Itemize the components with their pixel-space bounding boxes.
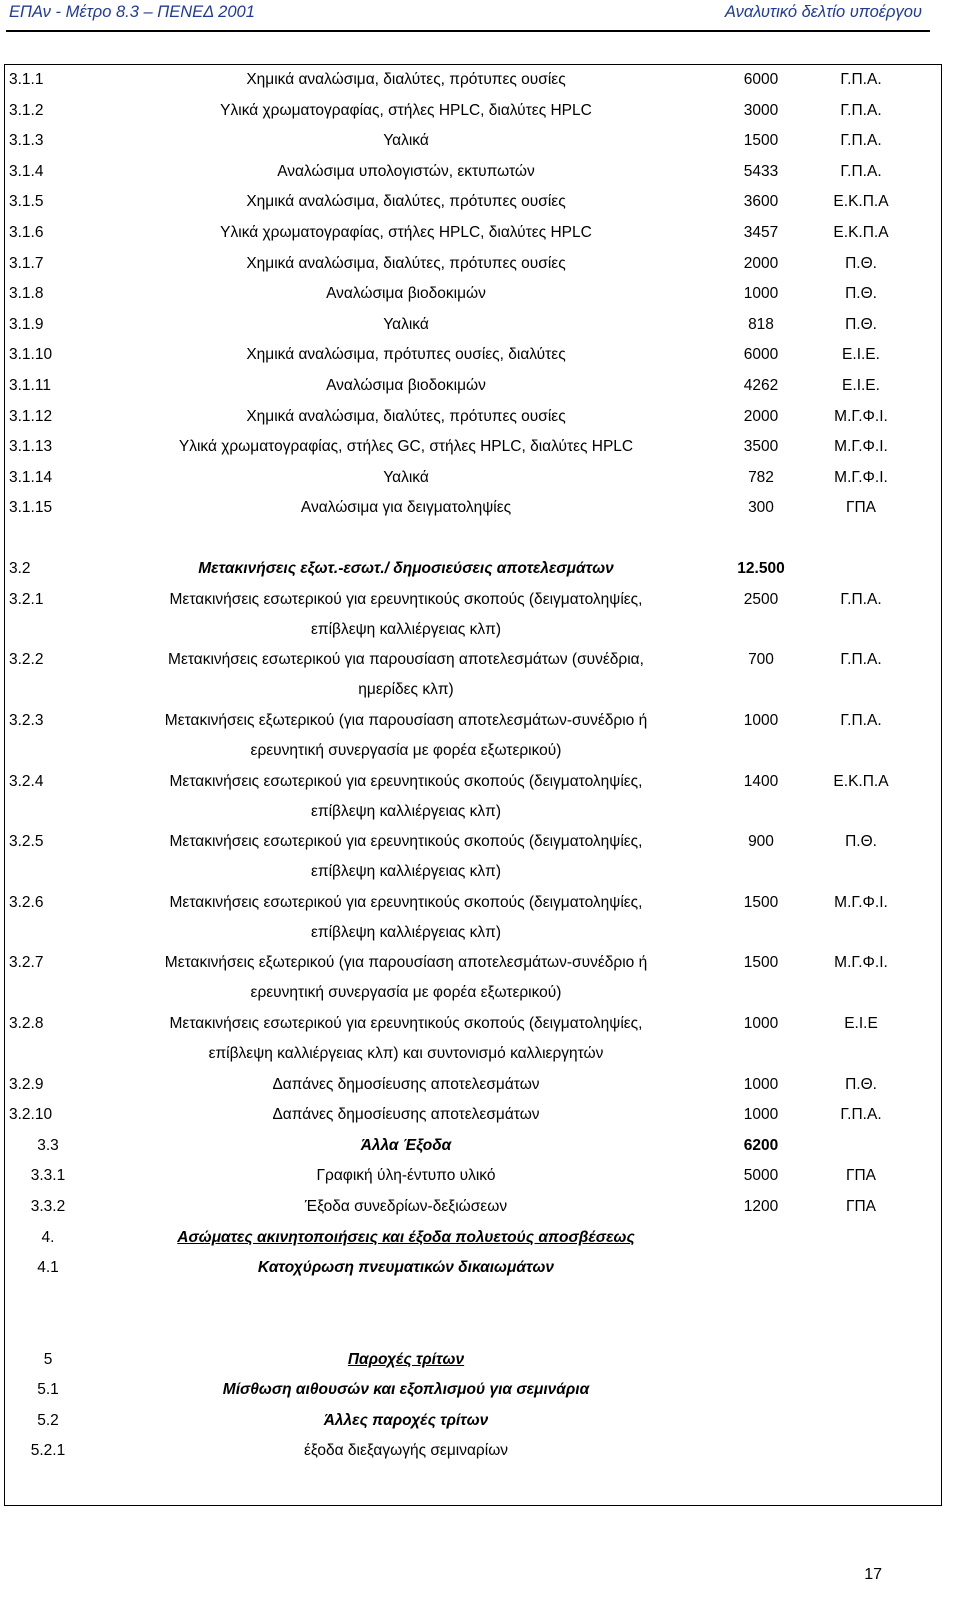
section-code: 3.2 (9, 560, 31, 578)
header-rule (6, 30, 930, 32)
spacer-row (5, 524, 941, 554)
row-code: 3.2.3 (9, 712, 44, 730)
row-desc: Δαπάνες δημοσίευσης αποτελεσμάτων (272, 1106, 540, 1124)
table-row (5, 463, 941, 494)
row-agency: Μ.Γ.Φ.Ι. (834, 954, 888, 972)
section-code: 5.1 (37, 1381, 59, 1399)
row-code: 3.2.2 (9, 651, 44, 669)
row-amount: 1000 (743, 712, 779, 730)
table-row (5, 645, 941, 706)
table-row (5, 249, 941, 280)
table-row (5, 340, 941, 371)
row-agency: ΓΠΑ (845, 499, 877, 517)
row-amount: 782 (748, 468, 774, 486)
section-amount: 6200 (743, 1136, 779, 1154)
row-amount: 700 (748, 651, 774, 669)
table-row (5, 827, 941, 888)
spacer-row (5, 1284, 941, 1314)
row-code: 3.1.14 (9, 468, 53, 486)
row-desc: Αναλώσιμα βιοδοκιμών (326, 285, 486, 303)
row-desc: Χημικά αναλώσιμα, διαλύτες, πρότυπες ουσίες (246, 407, 566, 425)
header-right-title: Αναλυτικό δελτίο υποέργου (724, 3, 922, 21)
section-row (5, 1131, 941, 1162)
row-desc: Χημικά αναλώσιμα, διαλύτες, πρότυπες ουσίες (246, 193, 566, 211)
row-code: 3.1.15 (9, 499, 53, 517)
row-desc: Αναλώσιμα βιοδοκιμών (326, 376, 486, 394)
row-amount: 4262 (743, 376, 779, 394)
table-row (5, 187, 941, 218)
page-header (0, 0, 960, 36)
row-agency: Ε.Κ.Π.Α (833, 223, 889, 241)
row-desc: Έξοδα συνεδρίων-δεξιώσεων (304, 1198, 508, 1216)
row-desc: Υλικά χρωματογραφίας, στήλες HPLC, διαλύτες HPLC (220, 101, 592, 119)
section-title: Ασώματες ακινητοποιήσεις και έξοδα πολυετούς αποσβέσεως (177, 1228, 635, 1246)
row-code: 3.1.2 (9, 101, 44, 119)
row-desc-line1: Μετακινήσεις εξωτερικού (για παρουσίαση αποτελεσμάτων-συνέδριο ή (164, 954, 648, 972)
row-amount: 3600 (743, 193, 779, 211)
row-code: 3.1.8 (9, 285, 44, 303)
row-desc-line1: Μετακινήσεις εσωτερικού για ερευνητικούς σκοπούς (δειγματοληψίες, (169, 590, 643, 608)
table-row (5, 1161, 941, 1192)
row-desc-line2: ερευνητική συνεργασία με φορέα εξωτερικού) (250, 984, 562, 1002)
row-desc-line1: Μετακινήσεις εσωτερικού για ερευνητικούς σκοπούς (δειγματοληψίες, (169, 833, 643, 851)
row-desc: Αναλώσιμα υπολογιστών, εκτυπωτών (277, 162, 535, 180)
row-code: 3.1.12 (9, 407, 53, 425)
row-code: 3.1.6 (9, 223, 44, 241)
table-row (5, 948, 941, 1009)
row-desc-line1: Μετακινήσεις εσωτερικού για ερευνητικούς σκοπούς (δειγματοληψίες, (169, 772, 643, 790)
row-amount: 900 (748, 833, 774, 851)
row-desc-line2: επίβλεψη καλλιέργειας κλπ) (311, 863, 501, 881)
row-agency: Π.Θ. (845, 254, 877, 272)
budget-rows (5, 65, 941, 1467)
row-amount: 1200 (743, 1198, 779, 1216)
table-row (5, 126, 941, 157)
row-agency: Π.Θ. (845, 833, 877, 851)
row-desc: Υλικά χρωματογραφίας, στήλες GC, στήλες HPLC, διαλύτες HPLC (178, 438, 634, 456)
row-agency: Γ.Π.Α. (840, 651, 882, 669)
section-code: 4. (41, 1228, 55, 1246)
section-title: Κατοχύρωση πνευματικών δικαιωμάτων (257, 1259, 555, 1277)
row-agency: Γ.Π.Α. (840, 162, 882, 180)
row-code: 3.2.8 (9, 1015, 44, 1033)
row-code: 3.1.13 (9, 438, 53, 456)
section-amount: 12.500 (737, 560, 785, 578)
row-desc: Χημικά αναλώσιμα, διαλύτες, πρότυπες ουσίες (246, 71, 566, 88)
section-title: Παροχές τρίτων (347, 1350, 465, 1368)
row-desc: Χημικά αναλώσιμα, διαλύτες, πρότυπες ουσίες (246, 254, 566, 272)
section-row (5, 1223, 941, 1254)
row-code: 3.2.1 (9, 590, 44, 608)
row-desc-line1: Μετακινήσεις εσωτερικού για ερευνητικούς σκοπούς (δειγματοληψίες, (169, 1015, 643, 1033)
row-desc: Υαλικά (383, 468, 429, 486)
table-row (5, 96, 941, 127)
row-desc-line2: επίβλεψη καλλιέργειας κλπ) (311, 620, 501, 638)
row-desc: Υαλικά (383, 315, 429, 333)
section-title: Μίσθωση αιθουσών και εξοπλισμού για σεμινάρια (222, 1381, 590, 1399)
row-amount: 3000 (743, 101, 779, 119)
row-agency: Μ.Γ.Φ.Ι. (834, 893, 888, 911)
row-code: 3.3.1 (30, 1167, 66, 1185)
table-row (5, 65, 941, 96)
row-amount: 1500 (743, 954, 779, 972)
row-code: 5.2.1 (30, 1442, 66, 1460)
row-agency: Γ.Π.Α. (840, 712, 882, 730)
row-agency: Ε.Κ.Π.Α (833, 193, 889, 211)
row-amount: 3457 (743, 223, 779, 241)
header-left-title: ΕΠΑν - Μέτρο 8.3 – ΠΕΝΕΔ 2001 (9, 3, 255, 21)
row-amount: 2000 (743, 407, 779, 425)
section-row (5, 1375, 941, 1406)
row-code: 3.1.3 (9, 132, 44, 150)
row-code: 3.2.6 (9, 893, 44, 911)
row-code: 3.1.5 (9, 193, 44, 211)
row-desc: Αναλώσιμα για δειγματοληψίες (300, 499, 512, 517)
row-amount: 1000 (743, 1075, 779, 1093)
row-code: 3.2.10 (9, 1106, 53, 1124)
section-code: 5.2 (37, 1411, 59, 1429)
row-amount: 1000 (743, 1015, 779, 1033)
row-amount: 1400 (743, 772, 779, 790)
row-code: 3.1.1 (9, 71, 44, 88)
row-amount: 1500 (743, 893, 779, 911)
section-title: Άλλες παροχές τρίτων (323, 1411, 489, 1429)
table-row (5, 310, 941, 341)
table-row (5, 371, 941, 402)
row-code: 3.1.9 (9, 315, 44, 333)
row-amount: 6000 (743, 71, 779, 88)
row-amount: 3500 (743, 438, 779, 456)
section-code: 3.3 (37, 1136, 59, 1154)
row-amount: 1000 (743, 1106, 779, 1124)
section-row (5, 554, 941, 585)
row-amount: 300 (748, 499, 774, 517)
row-agency: Ε.Ι.Ε (844, 1015, 878, 1033)
row-desc-line1: Μετακινήσεις εξωτερικού (για παρουσίαση αποτελεσμάτων-συνέδριο ή (164, 712, 648, 730)
row-amount: 2000 (743, 254, 779, 272)
table-row (5, 706, 941, 767)
table-row (5, 432, 941, 463)
table-row (5, 888, 941, 949)
table-row (5, 1100, 941, 1131)
section-title: Μετακινήσεις εξωτ.-εσωτ./ δημοσιεύσεις αποτελεσμάτων (198, 560, 614, 578)
row-code: 3.1.4 (9, 162, 44, 180)
row-agency: Ε.Κ.Π.Α (833, 772, 889, 790)
table-row (5, 1192, 941, 1223)
table-row (5, 402, 941, 433)
row-desc-line2: ερευνητική συνεργασία με φορέα εξωτερικού) (250, 742, 562, 760)
table-row (5, 585, 941, 646)
table-row (5, 279, 941, 310)
section-code: 4.1 (37, 1259, 59, 1277)
row-amount: 818 (748, 315, 774, 333)
row-amount: 2500 (743, 590, 779, 608)
row-agency: Π.Θ. (845, 285, 877, 303)
row-amount: 1000 (743, 285, 779, 303)
table-row (5, 1070, 941, 1101)
row-agency: Π.Θ. (845, 315, 877, 333)
budget-table (4, 64, 942, 1506)
row-desc-line2: επίβλεψη καλλιέργειας κλπ) (311, 802, 501, 820)
section-row (5, 1253, 941, 1284)
row-code: 3.2.9 (9, 1075, 44, 1093)
row-desc-line2: επίβλεψη καλλιέργειας κλπ) και συντονισμό καλλιεργητών (208, 1045, 604, 1063)
section-row (5, 1406, 941, 1437)
spacer-row (5, 1314, 941, 1344)
row-desc: έξοδα διεξαγωγής σεμιναρίων (303, 1442, 509, 1460)
row-code: 3.1.11 (9, 376, 51, 394)
row-agency: Γ.Π.Α. (840, 1106, 882, 1124)
row-agency: Γ.Π.Α. (840, 590, 882, 608)
row-agency: ΓΠΑ (845, 1198, 877, 1216)
row-amount: 5433 (743, 162, 779, 180)
row-code: 3.1.10 (9, 346, 53, 364)
row-agency: Μ.Γ.Φ.Ι. (834, 438, 888, 456)
row-agency: Π.Θ. (845, 1075, 877, 1093)
row-agency: Γ.Π.Α. (840, 101, 882, 119)
row-code: 3.3.2 (30, 1198, 66, 1216)
table-row (5, 1436, 941, 1467)
page-number: 17 (864, 1566, 882, 1583)
row-amount: 1500 (743, 132, 779, 150)
row-desc: Υαλικά (383, 132, 429, 150)
section-row (5, 1345, 941, 1376)
row-desc: Υλικά χρωματογραφίας, στήλες HPLC, διαλύτες HPLC (220, 223, 592, 241)
row-code: 3.2.4 (9, 772, 44, 790)
row-code: 3.2.7 (9, 954, 44, 972)
row-agency: Γ.Π.Α. (840, 132, 882, 150)
row-code: 3.1.7 (9, 254, 44, 272)
row-amount: 5000 (743, 1167, 779, 1185)
table-row (5, 218, 941, 249)
row-desc: Δαπάνες δημοσίευσης αποτελεσμάτων (272, 1075, 540, 1093)
row-agency: Γ.Π.Α. (840, 71, 882, 88)
row-desc-line2: ημερίδες κλπ) (358, 681, 454, 699)
row-desc: Χημικά αναλώσιμα, πρότυπες ουσίες, διαλύτες (246, 346, 566, 364)
table-row (5, 493, 941, 524)
table-row (5, 1009, 941, 1070)
row-agency: Ε.Ι.Ε. (842, 376, 880, 394)
row-agency: Μ.Γ.Φ.Ι. (834, 468, 888, 486)
row-agency: Ε.Ι.Ε. (842, 346, 880, 364)
row-agency: ΓΠΑ (845, 1167, 877, 1185)
row-desc-line2: επίβλεψη καλλιέργειας κλπ) (311, 923, 501, 941)
table-row (5, 157, 941, 188)
section-code: 5 (43, 1350, 53, 1368)
row-amount: 6000 (743, 346, 779, 364)
row-code: 3.2.5 (9, 833, 44, 851)
row-agency: Μ.Γ.Φ.Ι. (834, 407, 888, 425)
section-title: Άλλα Έξοδα (360, 1136, 452, 1154)
table-row (5, 767, 941, 828)
row-desc-line1: Μετακινήσεις εσωτερικού για ερευνητικούς σκοπούς (δειγματοληψίες, (169, 893, 643, 911)
row-desc: Γραφική ύλη-έντυπο υλικό (316, 1167, 496, 1185)
row-desc-line1: Μετακινήσεις εσωτερικού για παρουσίαση αποτελεσμάτων (συνέδρια, (168, 651, 644, 669)
